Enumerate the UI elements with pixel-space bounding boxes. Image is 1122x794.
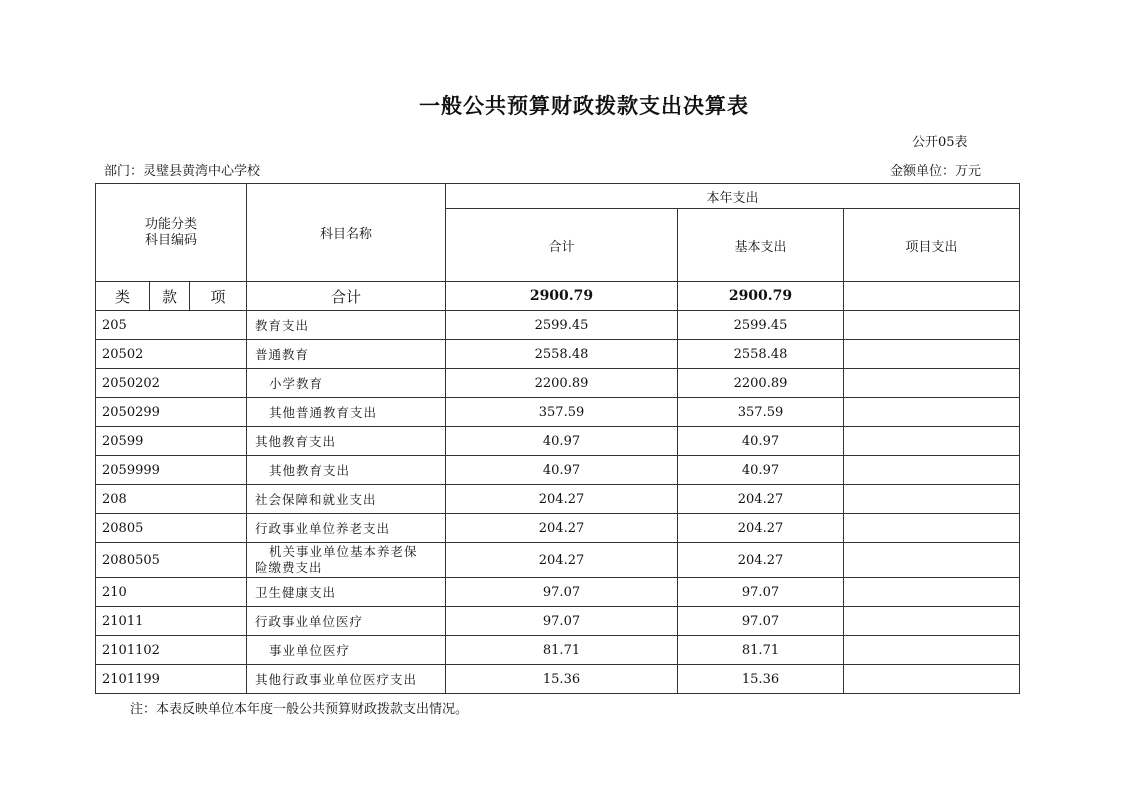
- row-name: 普通教育: [247, 340, 446, 369]
- row-name: 行政事业单位医疗: [247, 607, 446, 636]
- xiang-header: 项: [190, 282, 247, 311]
- row-total: 97.07: [446, 607, 678, 636]
- row-basic: 204.27: [678, 485, 844, 514]
- table-row: [96, 514, 1020, 543]
- row-total: 2200.89: [446, 369, 678, 398]
- row-name: [247, 543, 446, 578]
- row-total: 2599.45: [446, 311, 678, 340]
- table-row: [96, 340, 1020, 369]
- row-name: 其他普通教育支出: [247, 398, 446, 427]
- row-name: 其他教育支出: [247, 427, 446, 456]
- row-code: 205: [96, 311, 247, 340]
- row-project: [844, 485, 1020, 514]
- row-name: 其他行政事业单位医疗支出: [247, 665, 446, 694]
- row-code: 2101199: [96, 665, 247, 694]
- row-basic: 2599.45: [678, 311, 844, 340]
- row-code: 20805: [96, 514, 247, 543]
- current-year-header: 本年支出: [446, 184, 1020, 209]
- row-code: 2101102: [96, 636, 247, 665]
- kuan-header: 款: [150, 282, 190, 311]
- row-project: [844, 369, 1020, 398]
- row-project: [844, 340, 1020, 369]
- total-row-label: 合计: [247, 282, 446, 311]
- table-row: [96, 578, 1020, 607]
- table-row: [96, 607, 1020, 636]
- row-project: [844, 543, 1020, 578]
- row-code: 210: [96, 578, 247, 607]
- row-code: 2080505: [96, 543, 247, 578]
- func-class-header: [96, 184, 247, 282]
- row-name: 社会保障和就业支出: [247, 485, 446, 514]
- row-project: [844, 456, 1020, 485]
- row-project: [844, 607, 1020, 636]
- total-header: 合计: [446, 209, 678, 282]
- row-total: 2558.48: [446, 340, 678, 369]
- row-code: 20599: [96, 427, 247, 456]
- row-name: 行政事业单位养老支出: [247, 514, 446, 543]
- row-total: 204.27: [446, 543, 678, 578]
- row-name: 小学教育: [247, 369, 446, 398]
- footnote: 注：本表反映单位本年度一般公共预算财政拨款支出情况。: [130, 702, 469, 717]
- table-row: [96, 636, 1020, 665]
- row-name: 教育支出: [247, 311, 446, 340]
- total-row: [96, 282, 1020, 311]
- row-project: [844, 665, 1020, 694]
- subject-name-header: 科目名称: [247, 184, 446, 282]
- table-row: [96, 311, 1020, 340]
- row-project: [844, 578, 1020, 607]
- total-value: 2900.79: [446, 282, 678, 311]
- row-basic: 81.71: [678, 636, 844, 665]
- row-project: [844, 636, 1020, 665]
- expenditure-table: [95, 183, 1020, 694]
- subject-code-label: 科目编码: [144, 232, 197, 248]
- row-basic: 2558.48: [678, 340, 844, 369]
- row-name-line2: 险缴费支出: [255, 560, 323, 575]
- row-total: 97.07: [446, 578, 678, 607]
- row-project: [844, 311, 1020, 340]
- row-code: 2059999: [96, 456, 247, 485]
- row-total: 40.97: [446, 427, 678, 456]
- row-code: 20502: [96, 340, 247, 369]
- table-row: [96, 665, 1020, 694]
- row-code: 208: [96, 485, 247, 514]
- row-basic: 40.97: [678, 427, 844, 456]
- row-total: 40.97: [446, 456, 678, 485]
- table-row: [96, 427, 1020, 456]
- table-row: [96, 485, 1020, 514]
- total-basic-value: 2900.79: [678, 282, 844, 311]
- row-total: 204.27: [446, 514, 678, 543]
- row-code: 2050202: [96, 369, 247, 398]
- lei-header: 类: [96, 282, 150, 311]
- row-name-line1: 机关事业单位基本养老保: [269, 544, 418, 559]
- total-project-value: [844, 282, 1020, 311]
- table-row: [96, 456, 1020, 485]
- department-label: 部门：灵璧县黄湾中心学校: [104, 164, 261, 179]
- basic-header: 基本支出: [678, 209, 844, 282]
- table-row: [96, 543, 1020, 578]
- page-title: 一般公共预算财政拨款支出决算表: [419, 94, 749, 118]
- row-project: [844, 427, 1020, 456]
- amount-unit-label: 金额单位：万元: [890, 164, 982, 179]
- row-name: 卫生健康支出: [247, 578, 446, 607]
- row-basic: 204.27: [678, 543, 844, 578]
- row-total: 15.36: [446, 665, 678, 694]
- row-code: 21011: [96, 607, 247, 636]
- row-basic: 40.97: [678, 456, 844, 485]
- row-total: 357.59: [446, 398, 678, 427]
- row-total: 81.71: [446, 636, 678, 665]
- row-code: 2050299: [96, 398, 247, 427]
- row-project: [844, 514, 1020, 543]
- row-basic: 97.07: [678, 607, 844, 636]
- row-basic: 357.59: [678, 398, 844, 427]
- func-class-label: 功能分类: [144, 216, 197, 232]
- row-basic: 97.07: [678, 578, 844, 607]
- row-basic: 204.27: [678, 514, 844, 543]
- project-header: 项目支出: [844, 209, 1020, 282]
- row-basic: 15.36: [678, 665, 844, 694]
- row-project: [844, 398, 1020, 427]
- form-code: 公开05表: [912, 135, 968, 150]
- row-name: 事业单位医疗: [247, 636, 446, 665]
- row-name: 其他教育支出: [247, 456, 446, 485]
- row-total: 204.27: [446, 485, 678, 514]
- row-basic: 2200.89: [678, 369, 844, 398]
- table-row: [96, 398, 1020, 427]
- table-row: [96, 369, 1020, 398]
